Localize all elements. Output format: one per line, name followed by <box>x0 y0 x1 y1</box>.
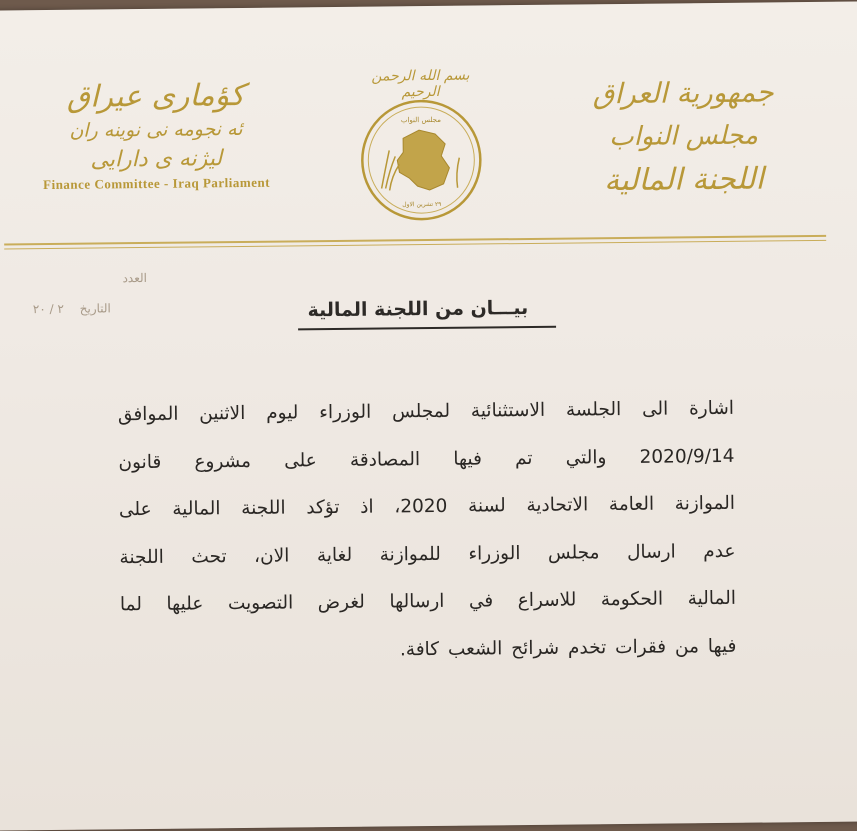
header-left-block <box>30 78 281 195</box>
statement-line: المالية الحكومة للاسراع في ارسالها لغرض التصويت عليها لما <box>119 587 737 616</box>
emblem-bottom-text: ٢٩ تشرين الاول <box>402 200 442 209</box>
header-kurdish-committee: ليژنه ى دارايى <box>90 146 223 173</box>
document-date-value: ٢ / ٢٠ <box>32 301 64 317</box>
basmala-text: بسم الله الرحمن الرحيم <box>371 67 470 101</box>
document-date-label: التاريخ <box>79 301 111 316</box>
letterhead-paper <box>0 1 857 830</box>
statement-title: بيـــان من اللجنة المالية <box>307 296 529 322</box>
statement-line: الموازنة العامة الاتحادية لسنة 2020، اذ تؤكد اللجنة المالية على <box>118 492 736 521</box>
header-kurdish-republic: كؤمارى عيراق <box>66 77 245 115</box>
statement-line: اشارة الى الجلسة الاستثنائية لمجلس الوزراء ليوم الاثنين الموافق <box>117 397 735 426</box>
header-committee-label: اللجنة المالية <box>604 161 765 199</box>
statement-title-underline <box>298 326 556 331</box>
statement-body <box>118 385 737 676</box>
statement-line: 2020/9/14 والتي تم فيها المصادقة على مشروع قانون <box>118 445 735 473</box>
header-kurdish-parliament: ئه نجومه نى نوينه ران <box>69 117 243 142</box>
document-date <box>33 301 111 316</box>
parliament-emblem-icon <box>359 97 484 222</box>
document-number-label: العدد <box>122 270 148 286</box>
statement-line: عدم ارسال مجلس الوزراء للموازنة لغاية الان، تحث اللجنة <box>119 540 736 568</box>
emblem-top-text: مجلس النواب <box>400 115 441 125</box>
header-republic-label: جمهورية العراق <box>592 75 774 111</box>
header-english-committee: Finance Committee - Iraq Parliament <box>43 174 271 193</box>
header-right-block <box>580 70 786 204</box>
statement-line: فيها من فقرات تخدم شرائح الشعب كافة. <box>399 635 737 660</box>
header-parliament-label: مجلس النواب <box>608 120 759 153</box>
